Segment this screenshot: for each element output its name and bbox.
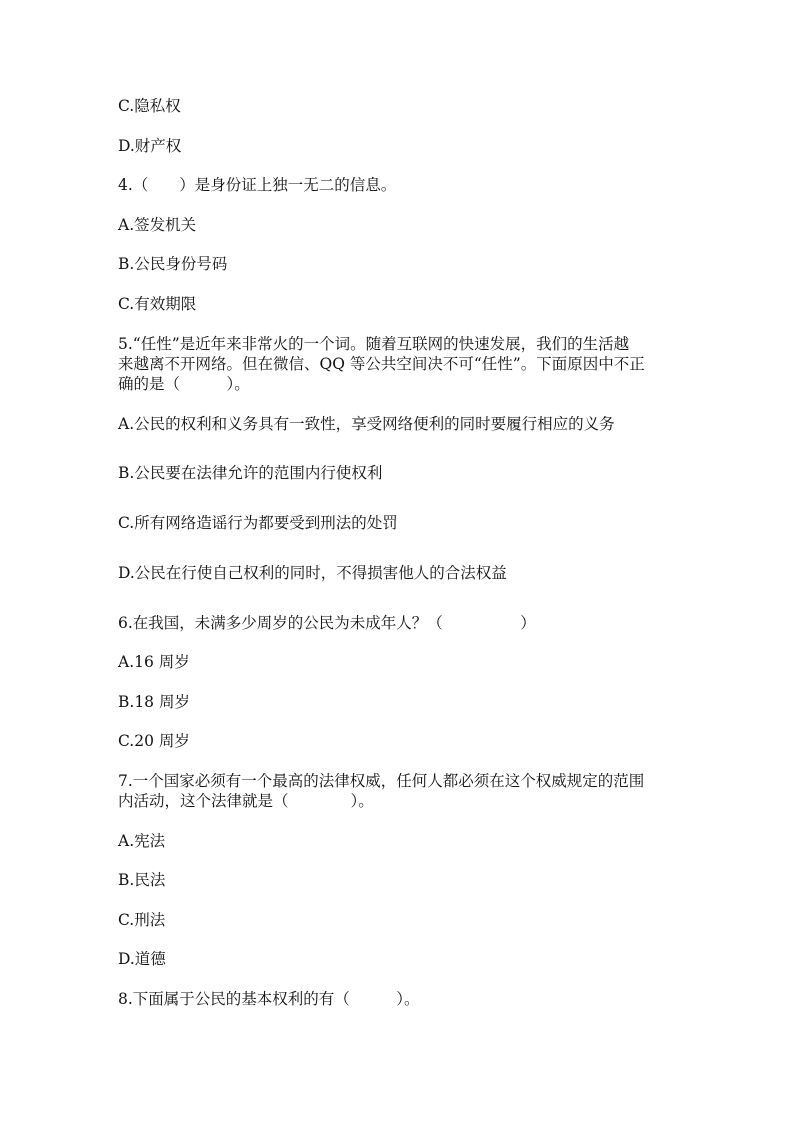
option-q5-d: D.公民在行使自己权利的同时，不得损害他人的合法权益 [118, 564, 507, 582]
option-q4-b: B.公民身份号码 [118, 255, 228, 273]
question-4: 4.（ ）是身份证上独一无二的信息。 [118, 176, 397, 194]
option-q5-b: B.公民要在法律允许的范围内行使权利 [118, 464, 383, 482]
option-q6-b: B.18 周岁 [118, 693, 190, 711]
option-q7-d: D.道德 [118, 950, 166, 968]
option-q4-a: A.签发机关 [118, 216, 197, 234]
option-q4-c: C.有效期限 [118, 295, 197, 313]
option-q6-a: A.16 周岁 [118, 653, 190, 671]
question-8: 8.下面属于公民的基本权利的有（ ）。 [118, 990, 420, 1008]
option-q7-c: C.刑法 [118, 911, 166, 929]
question-5-line-2: 来越离不开网络。但在微信、QQ 等公共空间决不可“任性”。下面原因中不正 [118, 355, 645, 373]
option-q3-d: D.财产权 [118, 137, 182, 155]
question-7-line-2: 内活动，这个法律就是（ ）。 [118, 792, 374, 810]
option-q7-b: B.民法 [118, 871, 166, 889]
option-q5-a: A.公民的权利和义务具有一致性，享受网络便利的同时要履行相应的义务 [118, 415, 615, 433]
question-5-line-1: 5.“任性”是近年来非常火的一个词。随着互联网的快速发展，我们的生活越 [118, 335, 630, 353]
option-q3-c: C.隐私权 [118, 97, 181, 115]
question-5-line-3: 确的是（ ）。 [118, 375, 250, 393]
option-q7-a: A.宪法 [118, 832, 166, 850]
option-q5-c: C.所有网络造谣行为都要受到刑法的处罚 [118, 514, 398, 532]
question-7-line-1: 7.一个国家必须有一个最高的法律权威，任何人都必须在这个权威规定的范围 [118, 772, 645, 790]
option-q6-c: C.20 周岁 [118, 732, 190, 750]
question-6: 6.在我国，未满多少周岁的公民为未成年人？（ ） [118, 614, 536, 632]
